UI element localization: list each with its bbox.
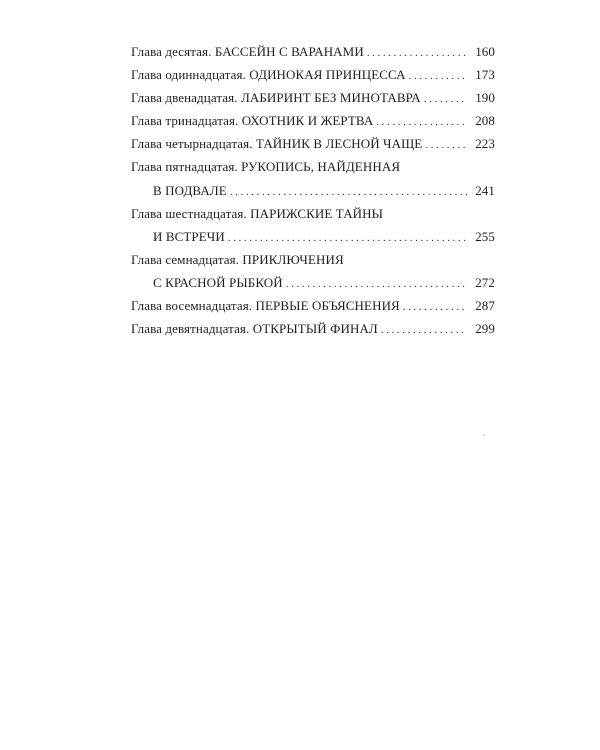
toc-page-number: 241: [475, 182, 495, 198]
toc-entry-chapter-19: [131, 321, 495, 344]
toc-page-number: 299: [475, 321, 495, 337]
dot-leader: [425, 139, 467, 151]
toc-entry-chapter-18: [131, 298, 495, 321]
dot-leader: [228, 232, 467, 244]
toc-entry-title-continuation: С КРАСНОЙ РЫБКОЙ: [153, 274, 283, 290]
toc-entry-title-continuation: В ПОДВАЛЕ: [153, 182, 227, 198]
toc-entry-title: Глава семнадцатая. ПРИКЛЮЧЕНИЯ: [131, 251, 344, 267]
toc-entry-title-continuation: И ВСТРЕЧИ: [153, 228, 225, 244]
toc-entry-chapter-15: [131, 159, 495, 205]
paper-speck: [483, 434, 485, 436]
toc-entry-chapter-17: [131, 252, 495, 298]
toc-page-number: 255: [475, 228, 495, 244]
toc-entry-title: Глава шестнадцатая. ПАРИЖСКИЕ ТАЙНЫ: [131, 205, 384, 221]
toc-entry-chapter-13: [131, 113, 495, 136]
dot-leader: [424, 93, 467, 105]
toc-entry-title: Глава двенадцатая. ЛАБИРИНТ БЕЗ МИНОТАВРА: [131, 90, 421, 106]
toc-page-number: 173: [475, 67, 495, 83]
dot-leader: [403, 301, 467, 313]
toc-page-number: 223: [475, 136, 495, 152]
toc-entry-chapter-14: [131, 136, 495, 159]
toc-entry-title: Глава пятнадцатая. РУКОПИСЬ, НАЙДЕННАЯ: [131, 159, 401, 175]
toc-page-number: 160: [475, 44, 495, 59]
toc-entry-title: Глава тринадцатая. ОХОТНИК И ЖЕРТВА: [131, 113, 374, 129]
dot-leader: [409, 70, 467, 82]
toc-page-number: 287: [475, 298, 495, 314]
toc-page-number: 272: [475, 274, 495, 290]
toc-entry-title: Глава одиннадцатая. ОДИНОКАЯ ПРИНЦЕССА: [131, 67, 406, 83]
table-of-contents: [131, 44, 495, 344]
toc-entry-title: Глава десятая. БАССЕЙН С ВАРАНАМИ: [131, 44, 364, 59]
toc-entry-title: Глава девятнадцатая. ОТКРЫТЫЙ ФИНАЛ: [131, 321, 378, 337]
toc-entry-chapter-11: [131, 67, 495, 90]
dot-leader: [376, 116, 467, 128]
toc-page-number: 190: [475, 90, 495, 106]
toc-entry-title: Глава четырнадцатая. ТАЙНИК В ЛЕСНОЙ ЧАЩЕ: [131, 136, 423, 152]
dot-leader: [286, 278, 467, 290]
toc-entry-title: Глава восемнадцатая. ПЕРВЫЕ ОБЪЯСНЕНИЯ: [131, 298, 400, 314]
dot-leader: [367, 47, 467, 59]
dot-leader: [381, 324, 467, 336]
toc-page-number: 208: [475, 113, 495, 129]
toc-entry-chapter-10: [131, 44, 495, 67]
toc-entry-chapter-16: [131, 206, 495, 252]
toc-entry-chapter-12: [131, 90, 495, 113]
dot-leader: [230, 186, 467, 198]
